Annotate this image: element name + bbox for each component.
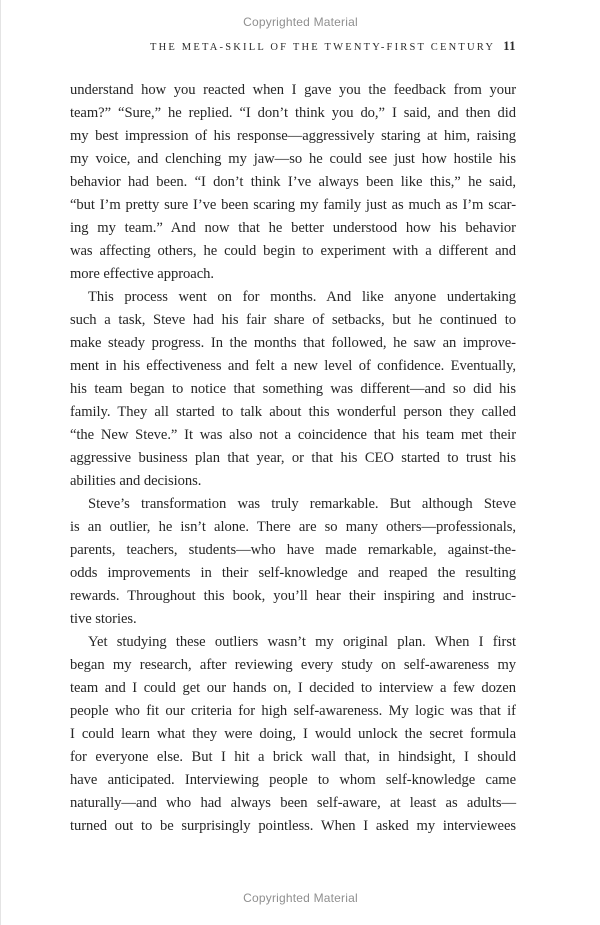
text-line: behavior had been. “I don’t think I’ve always been like this,” he said, [70,174,516,190]
text-line: family. They all started to talk about this wonderful person they called [70,404,516,420]
text-line: naturally—and who had always been self-aware, at least as adults— [70,795,516,811]
text-line: Yet studying these outliers wasn’t my original plan. When I first [88,634,516,650]
text-line: have anticipated. Interviewing people to whom self-knowledge came [70,772,516,788]
text-line: for everyone else. But I hit a brick wall that, in hindsight, I should [70,749,516,765]
text-line: began my research, after reviewing every study on self-awareness my [70,657,516,673]
text-line: ing my team.” And now that he better understood how his behavior [70,220,516,236]
text-line: parents, teachers, students—who have made remarkable, against-the- [70,542,516,558]
text-line: understand how you reacted when I gave you the feedback from your [70,82,516,98]
text-line: team?” “Sure,” he replied. “I don’t think you do,” I said, and then did [70,105,516,121]
text-line: people who fit our criteria for high self-awareness. My logic was that if [70,703,516,719]
text-line: abilities and decisions. [70,473,202,489]
text-line: odds improvements in their self-knowledge and reaped the resulting [70,565,516,581]
text-line: is an outlier, he isn’t alone. There are so many others—professionals, [70,519,516,535]
text-line: Steve’s transformation was truly remarkable. But although Steve [88,496,516,512]
text-line: was affecting others, he could begin to experiment with a different and [70,243,516,259]
text-line: I could learn what they were doing, I would unlock the secret formula [70,726,516,742]
text-line: such a task, Steve had his fair share of setbacks, but he continued to [70,312,516,328]
text-line: tive stories. [70,611,137,627]
text-line: aggressive business plan that year, or that his CEO started to trust his [70,450,516,466]
text-line: his team began to notice that something was different—and so did his [70,381,516,397]
text-line: my best impression of his response—aggressively staring at him, raising [70,128,516,144]
text-line: more effective approach. [70,266,214,282]
text-line: turned out to be surprisingly pointless. When I asked my interviewees [70,818,516,834]
text-line: make steady progress. In the months that followed, he saw an improve- [70,335,516,351]
text-line: rewards. Throughout this book, you’ll hear their inspiring and instruc- [70,588,516,604]
text-line: “the New Steve.” It was also not a coincidence that his team met their [70,427,516,443]
text-line: my voice, and clenching my jaw—so he could see just how hostile his [70,151,516,167]
text-line: team and I could get our hands on, I decided to interview a few dozen [70,680,516,696]
top-copyright-notice: Copyrighted Material [243,15,358,29]
text-line: ment in his effectiveness and felt a new level of confidence. Eventually, [70,358,516,374]
bottom-copyright-notice: Copyrighted Material [243,891,358,905]
text-line: This process went on for months. And like anyone undertaking [88,289,516,305]
chapter-title: THE META-SKILL OF THE TWENTY-FIRST CENTURY [149,42,496,53]
text-line: “but I’m pretty sure I’ve been scaring my family just as much as I’m scar- [70,197,516,213]
running-header [70,37,516,55]
body-text [70,79,516,838]
page-number: 11 [503,39,516,53]
